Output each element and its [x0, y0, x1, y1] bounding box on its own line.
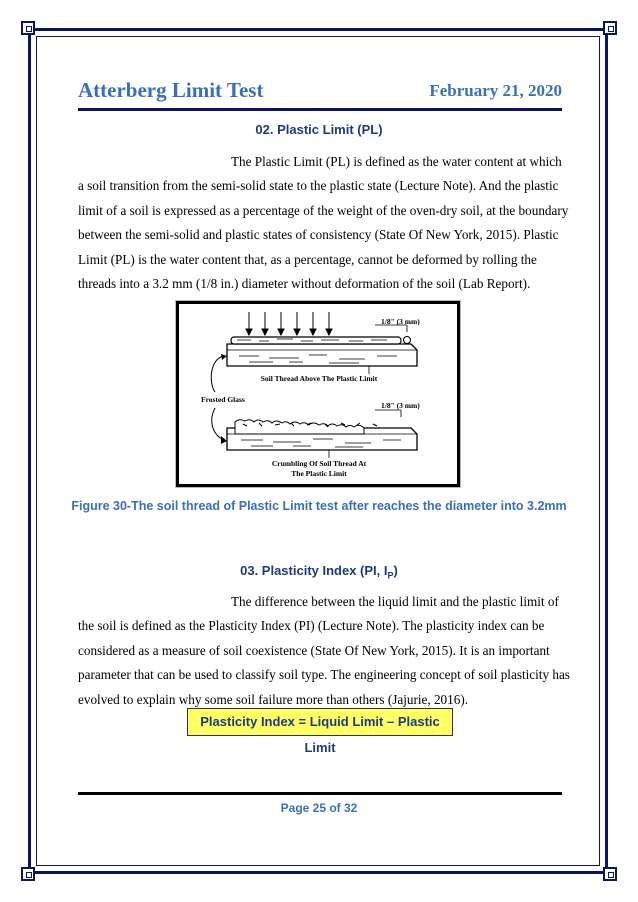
paragraph-line: threads into a 3.2 mm (1/8 in.) diameter without deformation of the soil (Lab Report). [78, 276, 531, 292]
formula-box: Plasticity Index = Liquid Limit – Plastic Limit [187, 708, 453, 736]
dimension-line-top [375, 325, 407, 332]
pointer-arrow-bottom [212, 408, 224, 440]
figure-caption: Figure 30-The soil thread of Plastic Limit test after reaches the diameter into 3.2mm [71, 499, 567, 513]
paragraph-line: limit of a soil is expressed as a percentage of the weight of the oven-dry soil, at the boundary [78, 202, 569, 218]
page-number: Page 25 of 32 [280, 801, 358, 815]
label-frosted-glass: Frosted Glass [201, 395, 245, 404]
soil-thread-intact [231, 337, 411, 345]
paragraph-line: the soil is defined as the Plasticity Index (PI) (Lecture Note). The plasticity index can be [78, 618, 545, 634]
dimension-label-top: 1/8" (3 mm) [381, 317, 420, 326]
paragraph-line: The difference between the liquid limit and the plastic limit of [231, 594, 559, 609]
dimension-label-bottom: 1/8" (3 mm) [381, 401, 420, 410]
corner-ornament [603, 867, 617, 881]
pressure-arrows [246, 312, 332, 335]
paragraph-line: a soil transition from the semi-solid state to the plastic state (Lecture Note). And the plastic [78, 178, 559, 194]
paragraph-line: parameter that can be used to classify soil type. The engineering concept of soil plasticity has [78, 667, 570, 683]
arrowhead [221, 436, 227, 444]
heading-text-end: ) [393, 563, 398, 578]
paragraph-plastic-limit [78, 150, 569, 296]
label-thread-above: Soil Thread Above The Plastic Limit [260, 374, 378, 383]
corner-ornament [21, 21, 35, 35]
figure-soil-thread-diagram [176, 301, 460, 487]
soil-thread-illustration [179, 304, 457, 484]
paragraph-line: The Plastic Limit (PL) is defined as the water content at which [231, 154, 562, 169]
section-heading-plastic-limit: 02. Plastic Limit (PL) [255, 122, 383, 137]
corner-ornament [21, 867, 35, 881]
label-crumbling-2: The Plastic Limit [291, 469, 347, 478]
paragraph-line: between the semi-solid and plastic states of consistency (State Of New York, 2015). Plastic [78, 227, 559, 243]
heading-subscript: P [387, 570, 394, 581]
arrowhead [221, 354, 227, 360]
document-date: February 21, 2020 [429, 81, 562, 100]
footer-divider [78, 792, 562, 795]
document-title: Atterberg Limit Test [78, 78, 264, 102]
corner-ornament [603, 21, 617, 35]
dimension-line-bottom [375, 410, 401, 417]
paragraph-line: considered as a measure of soil coexistence (State Of New York, 2015). It is an important [78, 642, 550, 658]
section-heading-plasticity-index [0, 563, 638, 581]
top-glass-plate [227, 344, 417, 366]
paragraph-plasticity-index [78, 590, 570, 712]
page-header [78, 78, 562, 111]
soil-thread-crumbled [235, 420, 377, 434]
paragraph-line: Limit (PL) is the water content that, as a percentage, cannot be deformed by rolling the [78, 251, 537, 267]
paragraph-line: evolved to explain why some soil failure more than others (Jajurie, 2016). [78, 691, 469, 707]
label-crumbling-1: Crumbling Of Soil Thread At [271, 459, 367, 468]
heading-text: 03. Plasticity Index (PI, I [240, 563, 388, 578]
pointer-arrow-top [211, 356, 224, 392]
